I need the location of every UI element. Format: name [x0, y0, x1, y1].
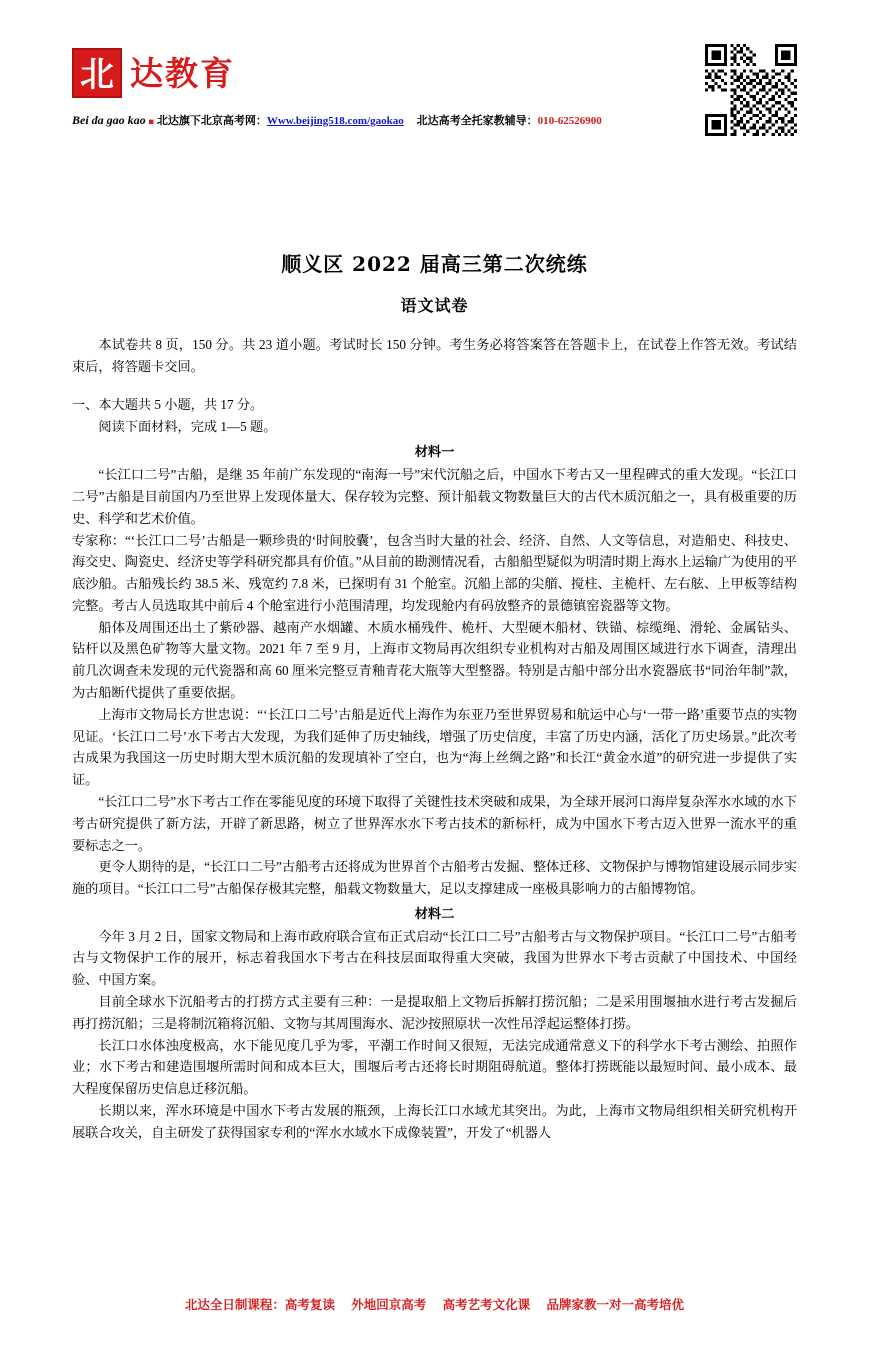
document-body [72, 334, 797, 1143]
header-info-line [72, 112, 712, 128]
tutor-phone: 010-62526900 [537, 115, 602, 127]
material-one-paragraph-6: 更令人期待的是，“长江口二号”古船考古还将成为世界首个古船考古发掘、整体迁移、文物保护与博物馆建设展示同步实施的项目。“长江口二号”古船保存极其完整，船载文物数量大，足以支撑建成一座极具影响力的古船博物馆。 [72, 859, 797, 897]
page-subtitle: 语文试卷 [400, 296, 469, 315]
page-footer [0, 1295, 869, 1313]
page-header [72, 0, 797, 160]
material-one-paragraph-2: 专家称：“‘长江口二号’古船是一颗珍贵的‘时间胶囊’，包含当时大量的社会、经济、自然、人文等信息，对造船史、科技史、海交史、陶瓷史、经济史等学科研究都具有价值。”从目前的勘测情况看，古船船型疑似为明清时期上海水上运输广为使用的平底沙船。古船残长约 38.5 米、残宽约 7.8 米，已探明有 31 个舱室。沉船上部的尖艏、搅柱、主桅杆、左右舷、上甲板等结构完整。考古人员选取其中前后 4 个舱室进行小范围清理，均发现舱内有码放整齐的景德镇窑瓷器等文物。 [72, 532, 797, 613]
material-two-paragraph-1: 今年 3 月 2 日，国家文物局和上海市政府联合宣布正式启动“长江口二号”古船考古与文物保护项目。“长江口二号”古船考古与文物保护工作的展开，标志着我国水下考古在科技层面取得重大突破，我国为世界水下考古贡献了中国技术、中国经验、中国方案。 [72, 928, 797, 988]
pinyin-label: Bei da gao kao [72, 113, 146, 127]
section-one-heading: 一、本大题共 5 小题，共 17 分。 [72, 396, 264, 412]
section-one-heading-group [72, 394, 797, 439]
site-label: 北达旗下北京高考网： [156, 115, 267, 127]
footer-item-3: 高考艺考文化课 [442, 1297, 531, 1312]
material-two-heading: 材料二 [414, 906, 455, 922]
tutor-label: 北达高考全托家教辅导： [416, 115, 538, 127]
footer-item-2: 外地回京高考 [351, 1297, 427, 1312]
material-two-paragraph-3: 长江口水体浊度极高，水下能见度几乎为零，平潮工作时间又很短，无法完成通常意义下的科学水下考古测绘、拍照作业；水下考古和建造围堰所需时间和成本巨大，围堰后考古还将长时期阻碍航道。整体打捞既能以最短时间、最小成本、最大程度保留历史信息迁移沉船。 [72, 1037, 797, 1097]
material-one-heading: 材料一 [414, 445, 455, 461]
material-one-paragraph-4: 上海市文物局长方世忠说：“‘长江口二号’古船是近代上海作为东亚乃至世界贸易和航运中心与‘一带一路’重要节点的实物见证。‘长江口二号’水下考古大发现，为我们延伸了历史轴线，增强了历史信度，丰富了历史内涵，活化了历史场景。”此次考古成果为我国这一历史时期大型木质沉船的发现填补了空白，也为“海上丝绸之路”和长江“黄金水道”的研究进一步提供了实证。 [72, 706, 797, 788]
page-title: 顺义区 2022 届高三第二次统练 [281, 252, 588, 276]
square-bullet-icon: ■ [148, 116, 154, 127]
exam-instructions: 本试卷共 8 页，150 分。共 23 道小题。考试时长 150 分钟。考生务必将答案答在答题卡上，在试卷上作答无效。考试结束后，将答题卡交回。 [72, 337, 797, 374]
material-two-paragraph-2: 目前全球水下沉船考古的打捞方式主要有三种：一是提取船上文物后拆解打捞沉船；二是采用围堰抽水进行考古发掘后再打捞沉船；三是将制沉箱将沉船、文物与其周围海水、泥沙按照原状一次性吊浮起运整体打捞。 [72, 993, 797, 1031]
material-one-paragraph-5: “长江口二号”水下考古工作在零能见度的环境下取得了关键性技术突破和成果，为全球开展河口海岸复杂浑水水域的水下考古研究提供了新方法，开辟了新思路，树立了世界浑水水下考古技术的新标杆，成为中国水下考古迈入世界一流水平的重要标志之一。 [72, 793, 797, 853]
qr-code-icon [705, 44, 797, 136]
logo-mark: 北 [72, 48, 122, 98]
material-two-paragraph-4: 长期以来，浑水环境是中国水下考古发展的瓶颈，上海长江口水域尤其突出。为此，上海市文物局组织相关研究机构开展联合攻关，自主研发了获得国家专利的“浑水水域水下成像装置”，开发了“机器人 [72, 1102, 797, 1140]
section-one-prompt: 阅读下面材料，完成 1—5 题。 [98, 419, 277, 434]
material-one-paragraph-3: 船体及周围还出土了紫砂器、越南产水烟罐、木质水桶残件、桅杆、大型硬木船材、铁锚、棕缆绳、滑轮、金属钻头、钻杆以及黑色矿物等大量文物。2021 年 7 至 9 月，上海市文物局再次组织专业机构对古船及周围区域进行水下调查，清理出前几次调查未发现的元代瓷器和高 60 厘米完整豆青釉青花大瓶等大型整器。特别是古船中部分出水瓷器底书“同治年制”款，为古船断代提供了重要依据。 [72, 619, 797, 701]
footer-item-1: 北达全日制课程：高考复读 [184, 1297, 335, 1312]
brand-logo [72, 48, 235, 100]
footer-item-4: 品牌家教一对一高考培优 [546, 1297, 685, 1312]
logo-wordmark: 达教育 [130, 54, 235, 93]
material-one-paragraph-1: “长江口二号”古船，是继 35 年前广东发现的“南海一号”宋代沉船之后，中国水下考古又一里程碑式的重大发现。“长江口二号”古船是目前国内乃至世界上发现体量大、保存较为完整、预计船载文物数量巨大的古代木质沉船之一，具有极重要的历史、科学和艺术价值。 [72, 467, 797, 526]
site-url-link[interactable]: Www.beijing518.com/gaokao [266, 115, 404, 127]
